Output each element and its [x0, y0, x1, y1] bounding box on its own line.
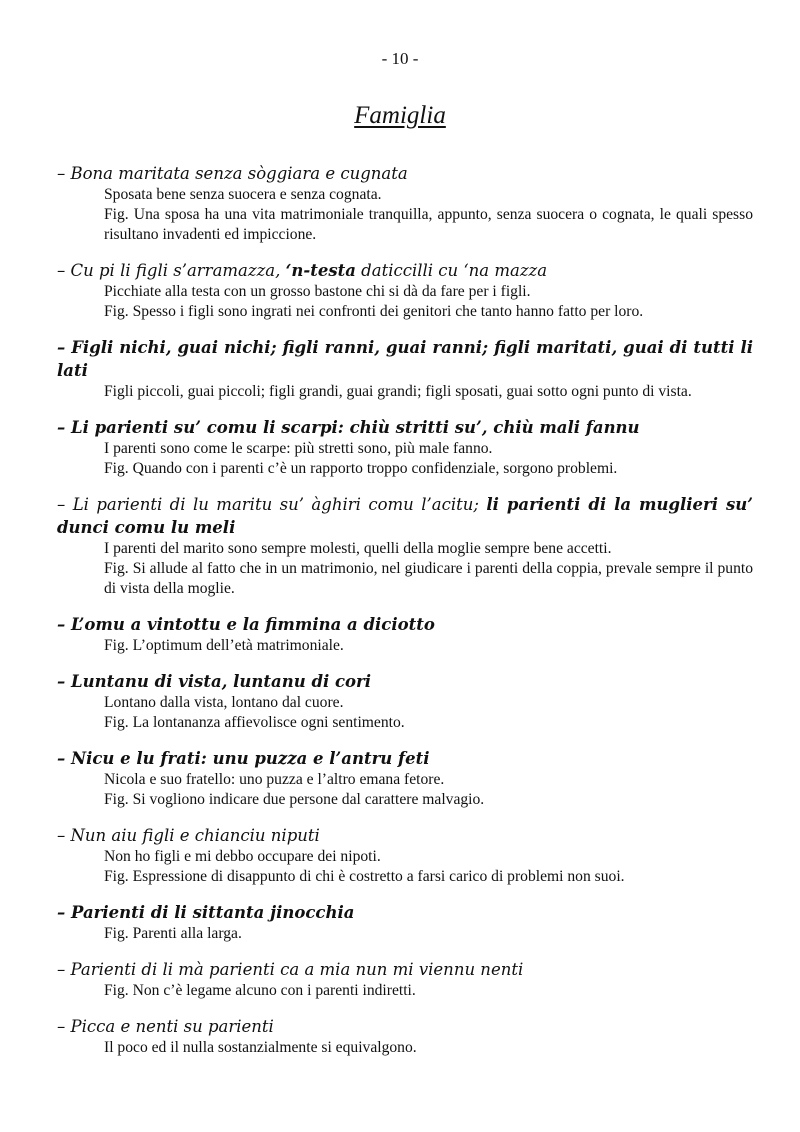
- proverb-segment: – L’omu a vintottu e la fimmina a diciotto: [57, 615, 435, 634]
- page-number: - 10 -: [381, 49, 419, 68]
- proverb-segment: ‘n-testa: [285, 261, 356, 280]
- explanation-line: Non ho figli e mi debbo occupare dei nipoti.: [104, 848, 381, 865]
- explanation-line: Fig. L’optimum dell’età matrimoniale.: [104, 637, 344, 654]
- proverb-entry: [57, 493, 753, 599]
- proverb-segment: – Luntanu di vista, luntanu di cori: [57, 672, 372, 691]
- proverb-text: [57, 1015, 753, 1038]
- proverb-text: [57, 958, 753, 981]
- explanation-line: Picchiate alla testa con un grosso bastone chi si dà da fare per i figli.: [104, 283, 531, 300]
- explanation-line: Fig. Espressione di disappunto di chi è costretto a farsi carico di problemi non suoi.: [104, 868, 625, 885]
- proverb-text: [57, 747, 753, 770]
- explanation-line: Figli piccoli, guai piccoli; figli grandi, guai grandi; figli sposati, guai sotto ogni punto di vista.: [104, 383, 692, 400]
- proverb-segment: – Cu pi li figli s’arramazza,: [57, 261, 286, 280]
- proverb-entry: [57, 670, 753, 733]
- explanation-line: Nicola e suo fratello: uno puzza e l’altro emana fetore.: [104, 771, 445, 788]
- explanation-line: Fig. Si allude al fatto che in un matrimonio, nel giudicare i parenti della coppia, prevale sempre il punto di vista della moglie.: [104, 560, 753, 597]
- proverb-text: [57, 670, 753, 693]
- proverb-segment: – Nicu e lu frati: unu puzza e l’antru feti: [57, 749, 430, 768]
- explanation-line: I parenti del marito sono sempre molesti, quelli della moglie sempre bene accetti.: [104, 540, 612, 557]
- proverb-text: [57, 162, 753, 185]
- proverb-entry: [57, 162, 753, 245]
- proverb-segment: – Picca e nenti su parienti: [57, 1017, 274, 1036]
- proverb-entry: [57, 901, 753, 944]
- proverb-entry: [57, 958, 753, 1001]
- proverb-entry: [57, 747, 753, 810]
- proverb-entry: [57, 336, 753, 402]
- proverb-entry: [57, 416, 753, 479]
- explanation-line: Fig. Si vogliono indicare due persone dal carattere malvagio.: [104, 791, 485, 808]
- explanation-line: Sposata bene senza suocera e senza cognata.: [104, 186, 382, 203]
- explanation-line: Fig. Quando con i parenti c’è un rapporto troppo confidenziale, sorgono problemi.: [104, 460, 618, 477]
- proverb-list: [57, 162, 753, 1072]
- proverb-entry: [57, 613, 753, 656]
- proverb-segment: li parienti di la muglieri su’ dunci comu lu meli: [57, 495, 753, 537]
- page-title: Famiglia: [354, 102, 446, 129]
- explanation-line: Fig. Una sposa ha una vita matrimoniale tranquilla, appunto, senza suocera o cognata, le quali spesso risultano invadenti ed impiccione.: [104, 206, 753, 243]
- proverb-segment: – Bona maritata senza sòggiara e cugnata: [57, 164, 408, 183]
- proverb-segment: – Parienti di li mà parienti ca a mia nun mi viennu nenti: [57, 960, 524, 979]
- proverb-entry: [57, 259, 753, 322]
- proverb-text: [57, 901, 753, 924]
- explanation-line: I parenti sono come le scarpe: più stretti sono, più male fanno.: [104, 440, 493, 457]
- explanation-line: Il poco ed il nulla sostanzialmente si equivalgono.: [104, 1039, 417, 1056]
- proverb-text: [57, 259, 753, 282]
- explanation-line: Fig. Parenti alla larga.: [104, 925, 242, 942]
- proverb-entry: [57, 1015, 753, 1058]
- explanation-line: Fig. La lontananza affievolisce ogni sentimento.: [104, 714, 405, 731]
- proverb-segment: , guai di tutti li lati: [57, 338, 753, 380]
- proverb-text: [57, 416, 753, 439]
- proverb-segment: – Li parienti su’ comu li scarpi: chiù stritti su’, chiù mali fannu: [57, 418, 640, 437]
- proverb-segment: daticcilli cu ‘na mazza: [355, 261, 548, 280]
- proverb-text: [57, 824, 753, 847]
- proverb-segment: – Parienti di li sittanta jinocchia: [57, 903, 355, 922]
- proverb-segment: – Nun aiu figli e chianciu niputi: [57, 826, 320, 845]
- explanation-line: Fig. Spesso i figli sono ingrati nei confronti dei genitori che tanto hanno fatto per loro.: [104, 303, 644, 320]
- proverb-text: [57, 336, 753, 382]
- proverb-segment: – Li parienti di lu maritu su’ àghiri comu l’acitu;: [57, 495, 487, 514]
- proverb-entry: [57, 824, 753, 887]
- explanation-line: Fig. Non c’è legame alcuno con i parenti indiretti.: [104, 982, 416, 999]
- proverb-segment: – Figli nichi, guai nichi; figli ranni, guai ranni; figli maritati: [57, 338, 612, 357]
- proverb-text: [57, 493, 753, 539]
- explanation-line: Lontano dalla vista, lontano dal cuore.: [104, 694, 344, 711]
- proverb-text: [57, 613, 753, 636]
